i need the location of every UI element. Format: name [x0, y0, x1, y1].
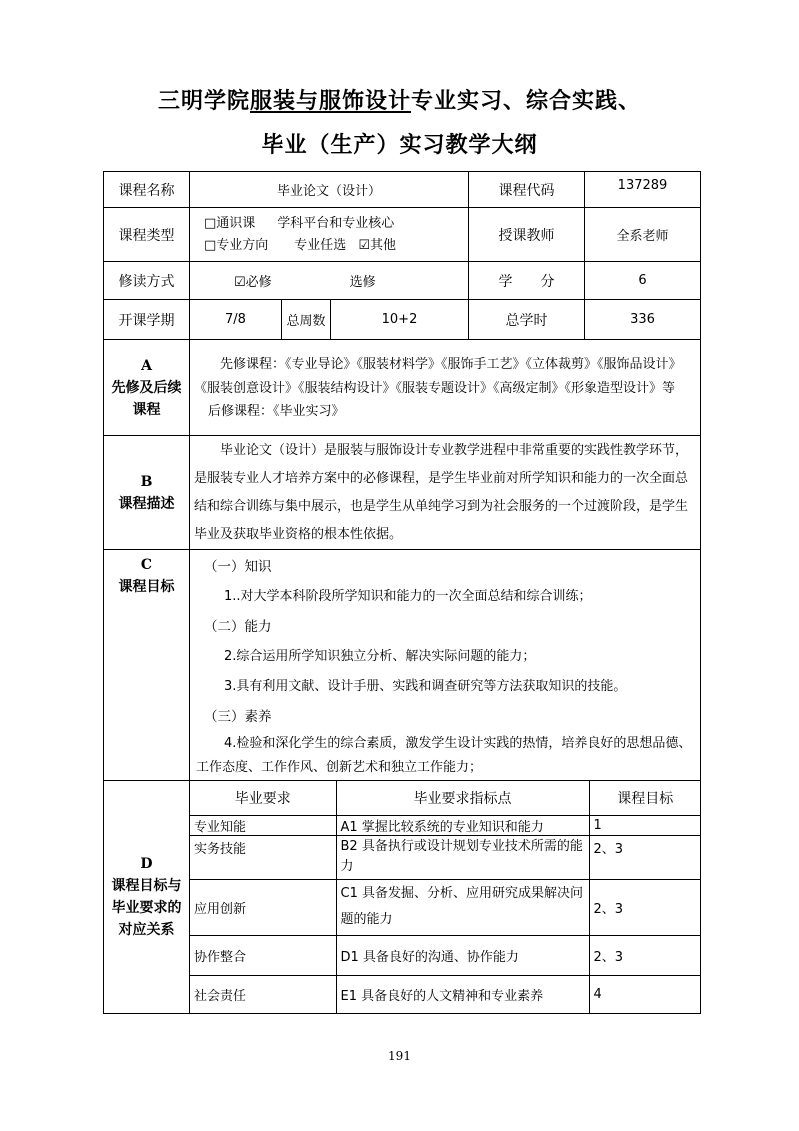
hours-value: 336: [585, 300, 701, 340]
mapping-table: [190, 781, 701, 1013]
section-d: [104, 781, 701, 1014]
goal-item-1: 1..对大学本科阶段所学知识和能力的一次全面总结和综合训练；: [224, 589, 592, 604]
course-name-label: 课程名称: [104, 172, 190, 208]
section-c: [104, 550, 701, 781]
mapping-requirement: 实务技能: [190, 835, 336, 879]
section-b-letter: B: [140, 473, 153, 490]
mapping-indicator: A1 掌握比较系统的专业知识和能力: [336, 815, 589, 835]
mapping-goal: 1: [589, 815, 701, 835]
mapping-header-row: [190, 781, 701, 815]
mode-option-elective[interactable]: 选修: [349, 275, 376, 290]
mapping-header-indicator: 毕业要求指标点: [336, 781, 589, 815]
table-row: [190, 879, 701, 935]
goal-item-4: 4.检验和深化学生的综合素质，激发学生设计实践的热情，培养良好的思想品德、工作态度、工作作风、创新艺术和独立工作能力；: [196, 736, 692, 775]
table-row: [190, 975, 701, 1013]
course-name-value: 毕业论文（设计）: [190, 172, 469, 208]
type-option-general[interactable]: □通识课: [204, 215, 256, 231]
mapping-header-goal: 课程目标: [589, 781, 701, 815]
table-row: [190, 835, 701, 879]
mapping-requirement: 应用创新: [190, 879, 336, 935]
mapping-goal: 2、3: [589, 935, 701, 975]
semester-label: 开课学期: [104, 300, 190, 340]
semester-value: 7/8: [190, 300, 282, 340]
course-type-label: 课程类型: [104, 208, 190, 262]
study-mode-options: [190, 262, 469, 300]
row-course-name: [104, 172, 701, 208]
prerequisite-courses: 先修课程：《专业导论》《服装材料学》《服饰手工艺》《立体裁剪》《服饰品设计》《服装创意设计》《服装结构设计》《服装专题设计》《高级定制》《形象造型设计》等: [194, 356, 682, 396]
mapping-requirement: 社会责任: [190, 975, 336, 1013]
teacher-label: 授课教师: [469, 208, 585, 262]
mode-option-required[interactable]: ☑必修: [234, 275, 272, 290]
goal-heading-literacy: （三）素养: [204, 709, 272, 725]
section-d-label: [104, 781, 190, 1014]
goal-item-3: 3.具有利用文献、设计手册、实践和调查研究等方法获取知识的技能。: [224, 679, 627, 694]
type-option-direction[interactable]: □专业方向: [204, 237, 269, 253]
row-semester: [104, 300, 701, 340]
weeks-label: 总周数: [282, 300, 331, 340]
section-c-letter: C: [140, 557, 153, 573]
type-option-core[interactable]: 学科平台和专业核心: [277, 215, 395, 231]
row-study-mode: [104, 262, 701, 300]
mapping-table-cell: [190, 781, 701, 1014]
page-number: 191: [388, 1049, 411, 1063]
document-title-line1: [0, 84, 799, 115]
mapping-goal: 4: [589, 975, 701, 1013]
section-a-label: [104, 340, 190, 436]
goal-item-2: 2.综合运用所学知识独立分析、解决实际问题的能力；: [224, 649, 536, 664]
section-a-title: 先修及后续课程: [111, 379, 182, 418]
credit-value: 6: [585, 262, 701, 300]
table-row: [190, 815, 701, 835]
document-title-line2: 毕业（生产）实习教学大纲: [261, 132, 538, 158]
mapping-goal: 2、3: [589, 879, 701, 935]
mapping-requirement: 专业知能: [190, 815, 336, 835]
section-c-content: [190, 550, 701, 781]
section-d-title: 课程目标与毕业要求的对应关系: [111, 878, 182, 938]
hours-label: 总学时: [469, 300, 585, 340]
section-a-content: [190, 340, 701, 436]
table-row: [190, 935, 701, 975]
title-major: 服装与服饰设计: [249, 88, 411, 114]
title-suffix: 专业实习、综合实践、: [411, 88, 642, 114]
section-a: [104, 340, 701, 436]
course-type-options: [190, 208, 469, 262]
section-b: [104, 436, 701, 550]
course-description: 毕业论文（设计）是服装与服饰设计专业教学进程中非常重要的实践性教学环节，是服装专业人才培养方案中的必修课程，是学生毕业前对所学知识和能力的一次全面总结和综合训练与集中展示，也是学生从单纯学习到为社会服务的一个过渡阶段，是学生毕业及获取毕业资格的根本性依据。: [190, 436, 701, 550]
row-course-type: [104, 208, 701, 262]
section-c-label: [104, 550, 190, 781]
subsequent-courses: 后修课程：《毕业实习》: [208, 403, 345, 419]
mapping-requirement: 协作整合: [190, 935, 336, 975]
mapping-indicator: C1 具备发掘、分析、应用研究成果解决问题的能力: [336, 879, 589, 935]
course-code-label: 课程代码: [469, 172, 585, 208]
section-b-title: 课程描述: [118, 495, 175, 512]
goal-heading-ability: （二）能力: [204, 619, 272, 635]
teacher-value: 全系老师: [585, 208, 701, 262]
section-b-label: [104, 436, 190, 550]
mapping-goal: 2、3: [589, 835, 701, 879]
type-option-elective[interactable]: 专业任选: [294, 237, 347, 253]
mapping-header-requirement: 毕业要求: [190, 781, 336, 815]
section-c-title: 课程目标: [118, 579, 175, 595]
syllabus-table: [103, 171, 701, 1014]
title-school: 三明学院: [157, 88, 250, 114]
section-d-letter: D: [140, 856, 153, 872]
course-code-value: 137289: [585, 172, 701, 208]
type-option-other[interactable]: ☑其他: [358, 237, 396, 253]
mapping-indicator: E1 具备良好的人文精神和专业素养: [336, 975, 589, 1013]
mapping-indicator: D1 具备良好的沟通、协作能力: [336, 935, 589, 975]
study-mode-label: 修读方式: [104, 262, 190, 300]
credit-label: 学 分: [469, 262, 585, 300]
mapping-indicator: B2 具备执行或设计规划专业技术所需的能力: [336, 835, 589, 879]
goal-heading-knowledge: （一）知识: [204, 559, 272, 575]
section-a-letter: A: [141, 357, 152, 374]
weeks-value: 10+2: [331, 300, 469, 340]
